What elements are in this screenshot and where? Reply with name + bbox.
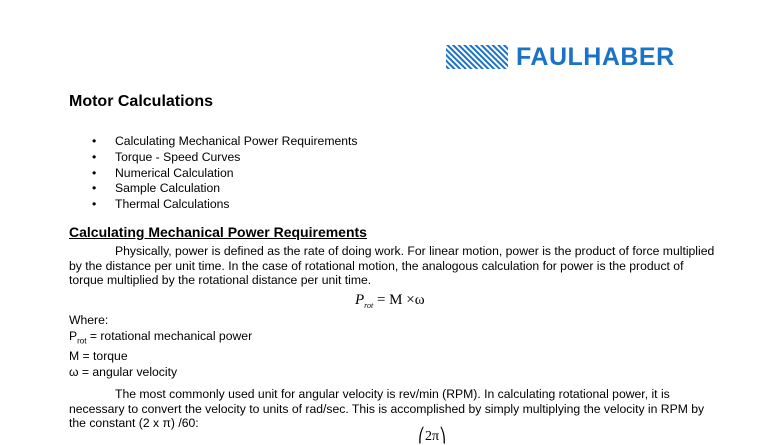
toc-item[interactable] xyxy=(92,134,358,150)
toc-item-label: Thermal Calculations xyxy=(115,197,230,212)
toc-item[interactable] xyxy=(92,166,358,182)
section-heading: Calculating Mechanical Power Requirements xyxy=(69,224,367,240)
toc-item-label: Sample Calculation xyxy=(115,181,221,196)
brand-name: FAULHABER xyxy=(516,43,675,71)
brand-logo xyxy=(446,44,675,70)
table-of-contents xyxy=(92,134,358,213)
bullet-icon: • xyxy=(92,197,97,212)
equation-lhs-sub: rot xyxy=(364,301,374,310)
toc-item[interactable] xyxy=(92,150,358,166)
toc-item-label: Calculating Mechanical Power Requirements xyxy=(115,134,358,148)
toc-item-label: Torque - Speed Curves xyxy=(115,149,241,164)
paragraph: The most commonly used unit for angular velocity is rev/min (RPM). In calculating rotational power, it is necessary to convert the velocity to units of rad/sec. This is accomplished by simply multiplying the velocity in RPM by the constant (2 x π) /60: xyxy=(69,387,705,431)
toc-item-label: Numerical Calculation xyxy=(115,165,234,180)
toc-item[interactable] xyxy=(92,197,358,213)
definition-item: M = torque xyxy=(69,349,128,364)
equation-rhs: = M ×ω xyxy=(376,292,425,308)
paragraph: Physically, power is defined as the rate of doing work. For linear motion, power is the product of force multiplied by the distance per unit time. In the case of rotational motion, the analogous calculation for power is the product of torque multiplied by the rotational distance per unit time. xyxy=(69,244,715,288)
power-equation xyxy=(355,292,425,310)
where-label: Where: xyxy=(69,313,109,327)
bullet-icon: • xyxy=(92,149,97,164)
toc-item[interactable] xyxy=(92,181,358,197)
bullet-icon: • xyxy=(92,181,97,196)
equation-lhs: P xyxy=(355,292,365,308)
bullet-icon: • xyxy=(92,165,97,180)
conversion-equation-partial: ⎛2π⎞ xyxy=(418,429,447,444)
faulhaber-stripes-logo-icon xyxy=(446,45,508,69)
bullet-icon: • xyxy=(92,134,97,148)
definition-item: ω = angular velocity xyxy=(69,364,178,379)
page-title: Motor Calculations xyxy=(69,93,214,110)
definition-item: $P_{rot}$ = rotational mechanical power xyxy=(69,328,253,346)
definitions xyxy=(69,313,252,381)
